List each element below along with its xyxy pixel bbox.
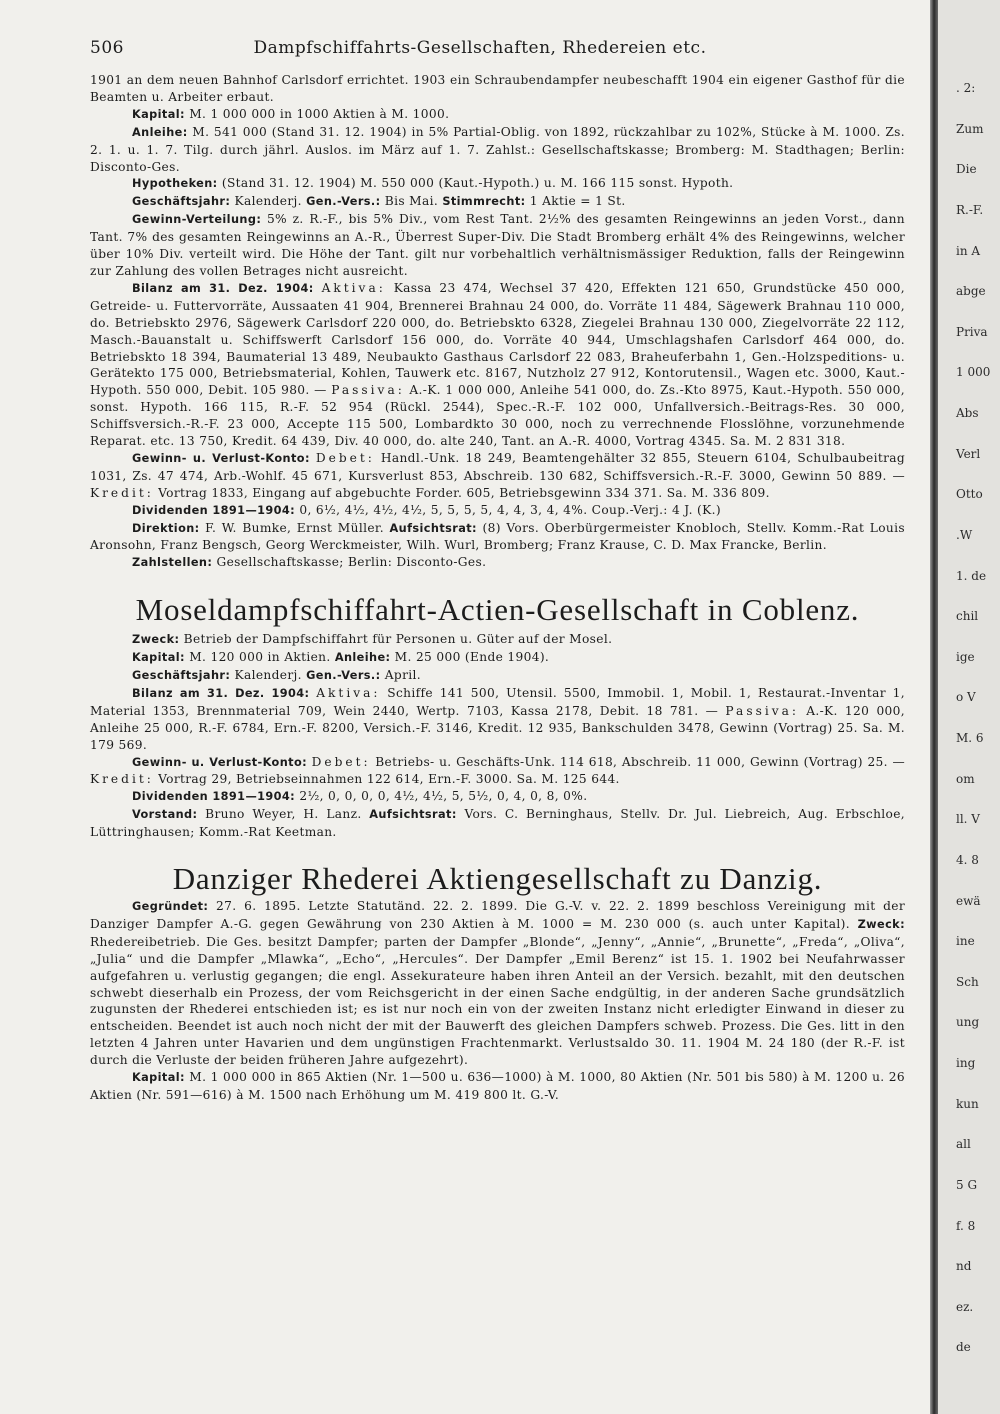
adjacent-page-fragment: . 2:	[956, 81, 976, 95]
vorstand-paragraph: Vorstand: Bruno Weyer, H. Lanz. Aufsichtsrat: Vors. C. Berninghaus, Stellv. Dr. Jul. Liebreich, Aug. Erbschloe, Lüttringhausen; Komm.-Rat Keetman.	[90, 807, 905, 840]
adjacent-page-fragment: M. 6	[956, 731, 984, 745]
adjacent-page-edge	[938, 0, 1000, 1414]
adjacent-page-fragment: chil	[956, 609, 979, 624]
adjacent-page-fragment: Verl	[956, 446, 981, 461]
adjacent-page-fragment: Otto	[956, 487, 983, 502]
adjacent-page-fragment: Priva	[956, 324, 988, 339]
zweck-paragraph: Zweck: Betrieb der Dampfschiffahrt für Personen u. Güter auf der Mosel.	[132, 632, 613, 647]
adjacent-page-fragment: kun	[956, 1096, 979, 1111]
adjacent-page-fragment: all	[956, 1137, 971, 1152]
guv-paragraph: Gewinn- u. Verlust-Konto: Debet: Betriebs- u. Geschäfts-Unk. 114 618, Abschreib. 11 000, Gewinn (Vortrag) 25. — Kredit: Vortrag 29, Betriebseinnahmen 122 614, Ern.-F. 3000. Sa. M. 125 644.	[90, 754, 905, 787]
running-title: Dampfschiffahrts-Gesellschaften, Rhedereien etc.	[253, 38, 707, 58]
adjacent-page-fragment: nd	[956, 1259, 972, 1274]
page-content	[90, 72, 905, 1104]
dividenden-paragraph: Dividenden 1891—1904: 2½, 0, 0, 0, 0, 4½, 4½, 5, 5½, 0, 4, 0, 8, 0%.	[132, 789, 588, 804]
company-title-danzig: Danziger Rhederei Aktiengesellschaft zu Danzig.	[172, 861, 823, 897]
direktion-paragraph: Direktion: F. W. Bumke, Ernst Müller. Aufsichtsrat: (8) Vors. Oberbürgermeister Knobloch, Stellv. Komm.-Rat Louis Aronsohn, Franz Bengsch, Georg Werckmeister, Wilh. Wurl, Bromberg; Franz Krause, C. D. Max Francke, Berlin.	[90, 520, 905, 553]
kapital-paragraph: Kapital: M. 1 000 000 in 1000 Aktien à M. 1000.	[132, 106, 450, 121]
adjacent-page-fragment: ll. V	[956, 812, 980, 827]
adjacent-page-fragment: abge	[956, 284, 986, 299]
company-entry-continued	[90, 72, 905, 572]
bilanz-paragraph: Bilanz am 31. Dez. 1904: Aktiva: Kassa 23 474, Wechsel 37 420, Effekten 121 650, Grundstücke 450 000, Getreide- u. Futtervorräte, Aussaaten 41 904, Brennerei Brahnau 24 000, do. Vorräte 11 484, Sägewerk Brahnau 110 000, do. Betriebskto 2976, Sägewerk Carlsdorf 220 000, do. Betriebskto 6328, Ziegelei Brahnau 130 000, Ziegelvorräte 22 112, Masch.-Bauanstalt u. Schiffswerft Carlsdorf 156 000, do. Vorräte 40 944, Umschlagshafen Carlsdorf 464 000, do. Betriebskto 18 394, Baumaterial 13 489, Neubaukto Gasthaus Carlsdorf 22 083, Braheuferbahn 1, Gen.-Holzspeditions- u. Gerätekto 175 000, Betriebsmaterial, Kohlen, Tauwerk etc. 8167, Nutzholz 27 912, Kontorutensil., Wagen etc. 3000, Kaut.-Hypoth. 550 000, Debit. 105 980. — Passiva: A.-K. 1 000 000, Anleihe 541 000, do. Zs.-Kto 8975, Kaut.-Hypoth. 550 000, sonst. Hypoth. 166 115, R.-F. 52 954 (Rückl. 2544), Spec.-R.-F. 102 000, Unfallversich.-Beitrags-Res. 30 000, Schiffsversich.-R.-F. 23 000, Accepte 115 500, Lombardkto 30 000, noch zu verrechnende Flosslöhne, vorzunehmende Reparat. etc. 13 750, Kredit. 64 439, Div. 40 000, do. alte 240, Tant. an A.-R. 4000, Vortrag 4345. Sa. M. 2 831 318.	[90, 280, 905, 449]
company-entry-danzig	[90, 898, 905, 1104]
company-title-mosel: Moseldampfschiffahrt-Actien-Gesellschaft in Coblenz.	[135, 592, 860, 628]
zahlstellen-paragraph: Zahlstellen: Gesellschaftskasse; Berlin: Disconto-Ges.	[132, 555, 487, 570]
adjacent-page-fragment: ez.	[956, 1299, 974, 1314]
page-header	[90, 38, 910, 58]
gewinnverteilung-paragraph: Gewinn-Verteilung: 5% z. R.-F., bis 5% Div., vom Rest Tant. 2½% des gesamten Reingewinns an jeden Vorst., dann Tant. 7% des gesamten Reingewinns an A.-R., Überrest Super-Div. Die Stadt Bromberg erhält 4% des Reingewinns, welcher über 10% Div. verteilt wird. Die Höhe der Tant. gilt nur vorbehaltlich verhältnismässiger Reduktion, falls der Reingewinn zur Zahlung des vollen Betrages nicht ausreicht.	[90, 212, 905, 278]
adjacent-page-fragment: in A	[956, 243, 981, 258]
book-gutter	[930, 0, 938, 1414]
bilanz-paragraph: Bilanz am 31. Dez. 1904: Aktiva: Schiffe 141 500, Utensil. 5500, Immobil. 1, Mobil. 1, Restaurat.-Inventar 1, Material 1353, Brennmaterial 709, Wein 2440, Wertp. 7103, Kassa 2178, Debit. 18 781. — Passiva: A.-K. 120 000, Anleihe 25 000, R.-F. 6784, Ern.-F. 8200, Versich.-F. 3146, Kredit. 12 935, Bankschulden 3478, Gewinn (Vortrag) 25. Sa. M. 179 569.	[90, 685, 905, 752]
gegruendet-paragraph: Gegründet: 27. 6. 1895. Letzte Statutänd. 22. 2. 1899. Die G.-V. v. 22. 2. 1899 beschloss Vereinigung mit der Danziger Dampfer A.-G. gegen Gewährung von 230 Aktien à M. 1000 = M. 230 000 (s. auch unter Kapital). Zweck: Rhedereibetrieb. Die Ges. besitzt Dampfer; parten der Dampfer „Blonde“, „Jenny“, „Annie“, „Brunette“, „Freda“, „Oliva“, „Julia“ und die Dampfer „Mlawka“, „Echo“, „Hercules“. Der Dampfer „Emil Berenz“ ist 15. 1. 1902 bei Neufahrwasser aufgefahren u. verlustig gegangen; die engl. Assekurateure haben ihren Anteil an der Versich. bezahlt, mit den deutschen schwebt dieserhalb ein Prozess, der vom Reichsgericht in der einen Sache endgültig, in der anderen Sache grundsätzlich zugunsten der Rhederei entschieden ist; es ist nur noch ein von der zweiten Instanz nicht erledigter Einwand in dieser zu entscheiden. Beendet ist auch noch nicht der mit der Bauwerft des gleichen Dampfers schweb. Prozess. Die Ges. litt in den letzten 4 Jahren unter Havarien und dem ungünstigen Frachtenmarkt. Verlustsaldo 30. 11. 1904 M. 24 180 (der R.-F. ist durch die Verluste der beiden früheren Jahre aufgezehrt).	[90, 898, 905, 1068]
adjacent-page-fragment: 1. de	[956, 568, 987, 583]
anleihe-paragraph: Anleihe: M. 541 000 (Stand 31. 12. 1904) in 5% Partial-Oblig. von 1892, rückzahlbar zu 102%, Stücke à M. 1000. Zs. 2. 1. u. 1. 7. Tilg. durch jährl. Auslos. im März auf 1. 7. Zahlst.: Gesellschaftskasse; Bromberg: M. Stadthagen; Berlin: Disconto-Ges.	[90, 124, 905, 174]
adjacent-page-fragment: 4. 8	[956, 852, 979, 867]
adjacent-page-fragment: f. 8	[956, 1218, 976, 1233]
adjacent-page-fragment: ige	[956, 649, 975, 664]
geschaeftsjahr-paragraph: Geschäftsjahr: Kalenderj. Gen.-Vers.: April.	[132, 668, 421, 682]
kapital-paragraph: Kapital: M. 120 000 in Aktien. Anleihe: M. 25 000 (Ende 1904).	[132, 650, 550, 665]
adjacent-page-fragment: Sch	[956, 974, 979, 989]
hypotheken-paragraph: Hypotheken: (Stand 31. 12. 1904) M. 550 000 (Kaut.-Hypoth.) u. M. 166 115 sonst. Hypoth.	[132, 176, 734, 191]
geschaeftsjahr-paragraph: Geschäftsjahr: Kalenderj. Gen.-Vers.: Bis Mai. Stimmrecht: 1 Aktie = 1 St.	[132, 194, 626, 209]
entry-intro: 1901 an dem neuen Bahnhof Carlsdorf errichtet. 1903 ein Schraubendampfer neubeschafft 1904 ein eigener Gasthof für die Beamten u. Arbeiter erbaut.	[90, 73, 905, 104]
guv-paragraph: Gewinn- u. Verlust-Konto: Debet: Handl.-Unk. 18 249, Beamtengehälter 32 855, Steuern 6104, Schulbaubeitrag 1031, Zs. 47 474, Arb.-Wohlf. 45 671, Kursverlust 853, Abschreib. 130 682, Schiffsversich.-R.-F. 3000, Gewinn 50 889. — Kredit: Vortrag 1833, Eingang auf abgebuchte Forder. 605, Betriebsgewinn 334 371. Sa. M. 336 809.	[90, 450, 906, 500]
adjacent-page-fragment: Zum	[956, 121, 984, 136]
adjacent-page-fragment: ine	[956, 934, 975, 949]
adjacent-page-fragment: ewä	[956, 893, 981, 908]
company-entry-mosel	[90, 631, 905, 841]
adjacent-page-fragment: ung	[956, 1015, 980, 1030]
page-number: 506	[90, 38, 124, 58]
adjacent-page-fragment: om	[956, 771, 975, 786]
adjacent-page-fragment: o V	[956, 690, 976, 705]
adjacent-page-fragment: ing	[956, 1056, 976, 1070]
dividenden-paragraph: Dividenden 1891—1904: 0, 6½, 4½, 4½, 4½, 5, 5, 5, 5, 4, 4, 3, 4, 4%. Coup.-Verj.: 4 J. (K.)	[132, 502, 721, 517]
adjacent-page-fragment: 1 000	[956, 365, 991, 380]
adjacent-page-fragment: R.-F.	[956, 202, 984, 217]
adjacent-page-fragment: de	[956, 1340, 971, 1355]
adjacent-page-fragment: Abs	[956, 406, 979, 420]
adjacent-page-fragment: .W	[956, 527, 973, 542]
adjacent-page-fragment: 5 G	[956, 1177, 978, 1192]
adjacent-page-fragment: Die	[956, 162, 977, 177]
kapital-paragraph: Kapital: M. 1 000 000 in 865 Aktien (Nr. 1—500 u. 636—1000) à M. 1000, 80 Aktien (Nr. 501 bis 580) à M. 1200 u. 26 Aktien (Nr. 591—616) à M. 1500 nach Erhöhung um M. 419 800 lt. G.-V.	[90, 1070, 905, 1102]
